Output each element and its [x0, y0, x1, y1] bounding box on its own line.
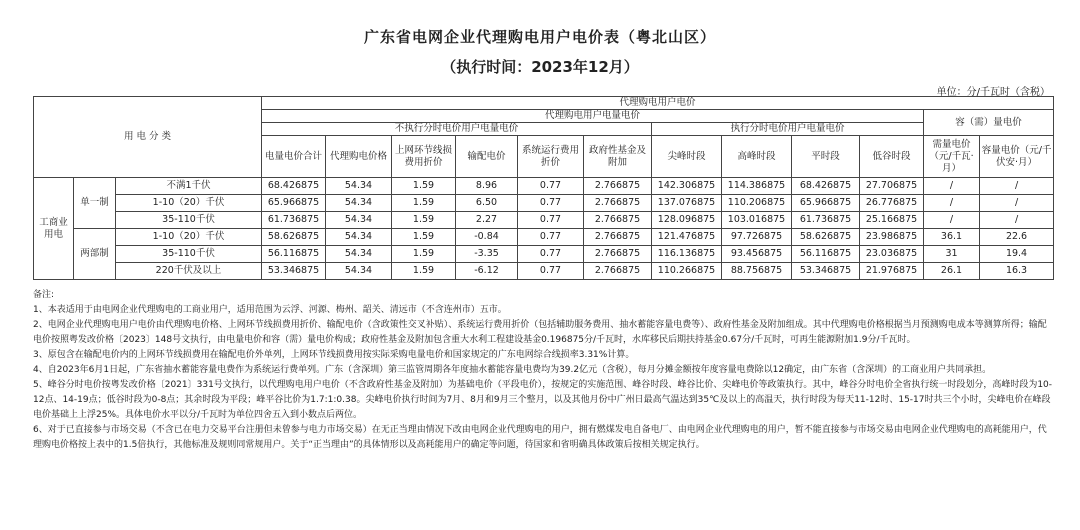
value-cell: 121.476875	[652, 229, 722, 246]
col-header: 系统运行费用折价	[518, 136, 584, 178]
value-cell: 61.736875	[792, 212, 860, 229]
value-cell: 0.77	[518, 212, 584, 229]
notes-section	[33, 288, 1053, 453]
col-header: 上网环节线损费用折价	[392, 136, 456, 178]
note-item: 4、自2023年6月1日起，广东省抽水蓄能容量电费作为系统运行费单列。广东（含深圳）第三监管周期各年度抽水蓄能容量电费均为39.2亿元（含税），每月分摊金额按年度容量电费除以12确定，由广东省（含深圳）的工商业用户共同承担。	[33, 365, 992, 375]
value-cell: 93.456875	[722, 246, 792, 263]
value-cell: 110.266875	[652, 263, 722, 280]
page-subtitle: （执行时间：2023年12月）	[441, 58, 639, 76]
value-cell: 65.966875	[262, 195, 326, 212]
value-cell: 27.706875	[860, 178, 924, 195]
header-level2: 代理购电用户电量电价	[262, 110, 924, 123]
value-cell: 97.726875	[722, 229, 792, 246]
value-cell: -3.35	[456, 246, 518, 263]
value-cell: 2.27	[456, 212, 518, 229]
value-cell: 0.77	[518, 178, 584, 195]
value-cell: -0.84	[456, 229, 518, 246]
value-cell: /	[980, 178, 1054, 195]
value-cell: 58.626875	[792, 229, 860, 246]
voltage-cell: 不满1千伏	[116, 178, 262, 195]
value-cell: 2.766875	[584, 212, 652, 229]
value-cell: 54.34	[326, 212, 392, 229]
voltage-cell: 1-10（20）千伏	[116, 195, 262, 212]
value-cell: 22.6	[980, 229, 1054, 246]
value-cell: 103.016875	[722, 212, 792, 229]
value-cell: 19.4	[980, 246, 1054, 263]
price-table	[33, 96, 1054, 280]
value-cell: 26.1	[924, 263, 980, 280]
table-row	[34, 195, 1054, 212]
table-row	[34, 246, 1054, 263]
value-cell: 0.77	[518, 263, 584, 280]
col-header: 政府性基金及附加	[584, 136, 652, 178]
table-row	[34, 212, 1054, 229]
value-cell: 53.346875	[262, 263, 326, 280]
header-level1: 代理购电用户电价	[262, 97, 1054, 110]
voltage-cell: 35-110千伏	[116, 246, 262, 263]
value-cell: -6.12	[456, 263, 518, 280]
value-cell: 2.766875	[584, 263, 652, 280]
value-cell: 54.34	[326, 178, 392, 195]
unit-label: 单位：分/千瓦时（含税）	[936, 87, 1050, 98]
value-cell: 25.166875	[860, 212, 924, 229]
group-industrial: 工商业用电	[34, 178, 74, 280]
value-cell: 110.206875	[722, 195, 792, 212]
value-cell: 65.966875	[792, 195, 860, 212]
value-cell: 54.34	[326, 246, 392, 263]
value-cell: 2.766875	[584, 178, 652, 195]
value-cell: 137.076875	[652, 195, 722, 212]
notes-label: 备注:	[33, 290, 55, 300]
value-cell: 1.59	[392, 229, 456, 246]
value-cell: 2.766875	[584, 195, 652, 212]
voltage-cell: 1-10（20）千伏	[116, 229, 262, 246]
value-cell: 58.626875	[262, 229, 326, 246]
group-double: 两部制	[74, 229, 116, 280]
value-cell: 56.116875	[262, 246, 326, 263]
table-row	[34, 263, 1054, 280]
note-item: 1、本表适用于由电网企业代理购电的工商业用户，适用范围为云浮、河源、梅州、韶关、清远市（不含连州市）五市。	[33, 305, 507, 315]
value-cell: /	[924, 212, 980, 229]
value-cell: 54.34	[326, 263, 392, 280]
header-tou: 执行分时电价用户电量电价	[652, 123, 924, 136]
value-cell: 1.59	[392, 246, 456, 263]
value-cell: 1.59	[392, 178, 456, 195]
value-cell: 8.96	[456, 178, 518, 195]
value-cell: 1.59	[392, 212, 456, 229]
value-cell: 88.756875	[722, 263, 792, 280]
value-cell: 116.136875	[652, 246, 722, 263]
value-cell: /	[924, 195, 980, 212]
page-title: 广东省电网企业代理购电用户电价表（粤北山区）	[363, 28, 716, 46]
value-cell: 61.736875	[262, 212, 326, 229]
group-single: 单一制	[74, 178, 116, 229]
value-cell: 128.096875	[652, 212, 722, 229]
col-header: 需量电价（元/千瓦·月）	[924, 136, 980, 178]
note-item: 3、原包含在输配电价内的上网环节线损费用在输配电价外单列，上网环节线损费用按实际采购电量电价和国家规定的广东电网综合线损率3.31%计算。	[33, 350, 635, 360]
value-cell: 54.34	[326, 195, 392, 212]
voltage-cell: 220千伏及以上	[116, 263, 262, 280]
value-cell: /	[924, 178, 980, 195]
value-cell: 142.306875	[652, 178, 722, 195]
value-cell: 1.59	[392, 263, 456, 280]
value-cell: 0.77	[518, 229, 584, 246]
value-cell: 68.426875	[792, 178, 860, 195]
note-item: 5、峰谷分时电价按粤发改价格〔2021〕331号文执行，以代理购电用户电价（不含政府性基金及附加）为基础电价（平段电价），按规定的实施范围、峰谷时段、峰谷比价、尖峰电价等政策执行。其中，峰谷分时电价全省执行统一时段划分，高峰时段为10-12点、14-19点；低谷时段为0-8点；其余时段为平段；峰平谷比价为1.7:1:0.38。尖峰电价执行时间为7月、8月和9月三个整月，以及其他月份中广州日最高气温达到35℃及以上的高温天，执行时段为每天11-12时、15-17时共三个小时，尖峰电价在峰段电价基础上上浮25%。具体电价水平以分/千瓦时为单位四舍五入到小数点后两位。	[33, 380, 1053, 420]
value-cell: 1.59	[392, 195, 456, 212]
value-cell: 68.426875	[262, 178, 326, 195]
col-header: 代理购电价格	[326, 136, 392, 178]
col-header: 容量电价（元/千伏安·月）	[980, 136, 1054, 178]
value-cell: 53.346875	[792, 263, 860, 280]
col-header: 输配电价	[456, 136, 518, 178]
value-cell: 114.386875	[722, 178, 792, 195]
col-header: 平时段	[792, 136, 860, 178]
col-header: 高峰时段	[722, 136, 792, 178]
value-cell: 2.766875	[584, 229, 652, 246]
value-cell: 2.766875	[584, 246, 652, 263]
col-header: 低谷时段	[860, 136, 924, 178]
header-non-tou: 不执行分时电价用户电量电价	[262, 123, 652, 136]
note-item: 6、对于已直接参与市场交易（不含已在电力交易平台注册但未曾参与电力市场交易）在无正当理由情况下改由电网企业代理购电的用户，拥有燃煤发电自备电厂、由电网企业代理购电的用户，暂不能直接参与市场交易由电网企业代理购电的高耗能用户，代理购电价格按上表中的1.5倍执行，其他标准及规则同常规用户。关于“正当理由”的具体情形以及高耗能用户的确定等问题，待国家和省明确具体政策后按相关规定执行。	[33, 425, 1047, 450]
table-row	[34, 229, 1054, 246]
col-header: 电量电价合计	[262, 136, 326, 178]
header-category: 用 电 分 类	[34, 97, 262, 178]
header-capacity: 容（需）量电价	[924, 110, 1054, 136]
note-item: 2、电网企业代理购电用户电价由代理购电价格、上网环节线损费用折价、输配电价（含政策性交叉补贴）、系统运行费用折价（包括辅助服务费用、抽水蓄能容量电费等）、政府性基金及附加组成。其中代理购电价格根据当月预测购电成本等测算所得；输配电价按照粤发改价格〔2023〕148号文执行，由电量电价和容（需）量电价构成；政府性基金及附加包含重大水利工程建设基金0.196875分/千瓦时，水库移民后期扶持基金0.67分/千瓦时，可再生能源附加1.9分/千瓦时。	[33, 320, 1047, 345]
col-header: 尖峰时段	[652, 136, 722, 178]
value-cell: /	[980, 212, 1054, 229]
value-cell: 56.116875	[792, 246, 860, 263]
value-cell: 26.776875	[860, 195, 924, 212]
value-cell: 54.34	[326, 229, 392, 246]
value-cell: 6.50	[456, 195, 518, 212]
value-cell: 0.77	[518, 195, 584, 212]
value-cell: 23.986875	[860, 229, 924, 246]
value-cell: 36.1	[924, 229, 980, 246]
value-cell: 21.976875	[860, 263, 924, 280]
value-cell: 0.77	[518, 246, 584, 263]
value-cell: /	[980, 195, 1054, 212]
value-cell: 23.036875	[860, 246, 924, 263]
value-cell: 16.3	[980, 263, 1054, 280]
table-row	[34, 178, 1054, 195]
voltage-cell: 35-110千伏	[116, 212, 262, 229]
value-cell: 31	[924, 246, 980, 263]
